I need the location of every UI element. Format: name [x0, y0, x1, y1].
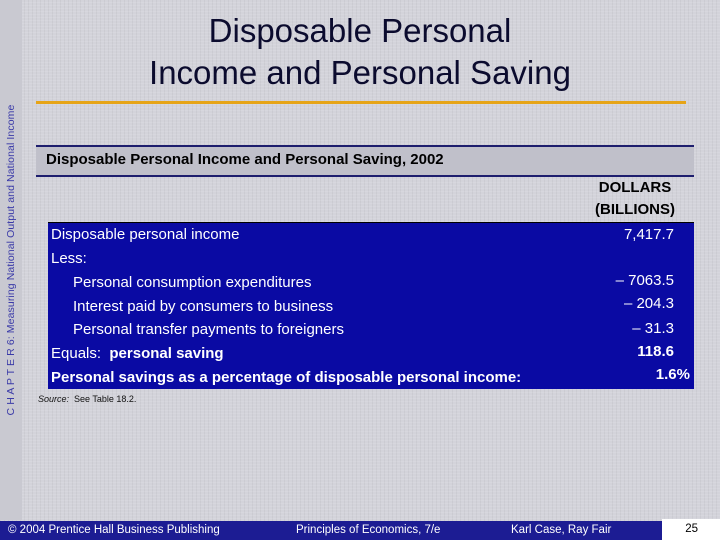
row-value: 118.6	[637, 343, 674, 360]
slide-title	[70, 10, 650, 94]
side-strip	[0, 0, 22, 520]
column-header	[580, 177, 690, 221]
slide-title-line2: Income and Personal Saving	[149, 54, 571, 91]
row-value: – 31.3	[632, 320, 674, 337]
title-underline	[36, 101, 686, 104]
page-number-box	[662, 519, 720, 540]
source-prefix: Source:	[38, 394, 70, 404]
footer-copyright: © 2004 Prentice Hall Business Publishing	[8, 524, 220, 536]
source-note	[38, 394, 136, 404]
table-body	[48, 222, 694, 389]
source-text: See Table 18.2.	[74, 394, 137, 404]
row-label: Personal consumption expenditures	[73, 274, 312, 291]
row-label: Personal savings as a percentage of disposable personal income:	[51, 369, 522, 386]
row-value: – 7063.5	[615, 272, 674, 289]
column-header-line2: (BILLIONS)	[595, 201, 675, 218]
row-label-prefix: Equals:	[51, 345, 102, 362]
chapter-side-label: C H A P T E R 6: Measuring National Output and National Income	[5, 104, 17, 416]
row-label: Disposable personal income	[51, 226, 240, 243]
footer-bar	[0, 521, 720, 540]
row-label: Personal transfer payments to foreigners	[73, 321, 344, 338]
footer-book: Principles of Economics, 7/e	[296, 524, 441, 536]
row-value: 1.6%	[655, 366, 690, 383]
row-label: Interest paid by consumers to business	[73, 298, 334, 315]
row-label	[51, 345, 224, 362]
table-title: Disposable Personal Income and Personal Saving, 2002	[46, 151, 444, 168]
row-label-emphasis: personal saving	[109, 345, 224, 362]
row-value: – 204.3	[623, 295, 674, 312]
table-title-bar	[36, 145, 694, 177]
footer-authors: Karl Case, Ray Fair	[511, 524, 612, 536]
row-label: Less:	[51, 250, 87, 267]
page-number: 25	[685, 523, 698, 535]
row-value: 7,417.7	[623, 226, 674, 243]
column-header-line1: DOLLARS	[598, 179, 672, 196]
slide-title-line1: Disposable Personal	[208, 12, 512, 49]
